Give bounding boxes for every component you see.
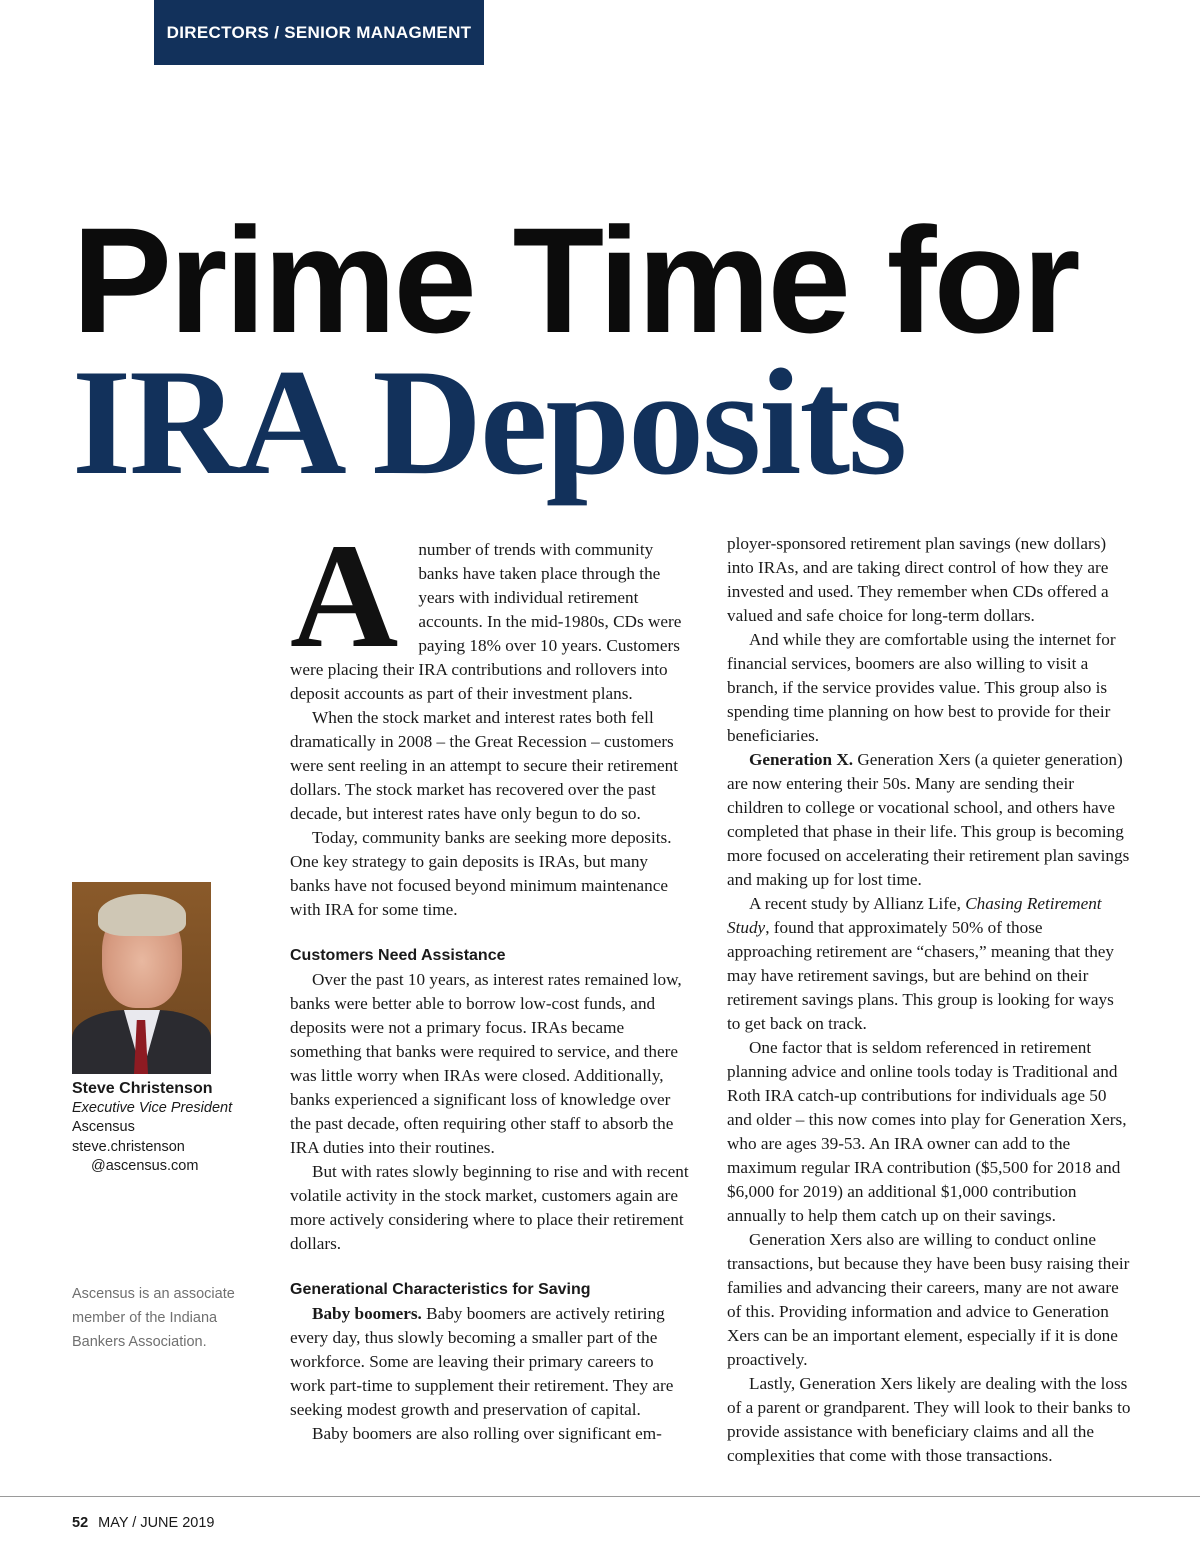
paragraph-text: number of trends with community banks have taken place through the years with individual retirement accounts. In the mid-1980s, CDs were paying 18% over 10 years. Customers were placing their IRA contributions and rollovers into deposit accounts as part of their investment plans. <box>290 540 682 703</box>
article-paragraph: ployer-sponsored retirement plan savings (new dollars) into IRAs, and are taking direct control of how they are invested and used. They remember when CDs offered a valued and safe choice for long-term dollars. <box>727 534 1109 625</box>
paragraph-text: Generation Xers (a quieter generation) are now entering their 50s. Many are sending their children to college or vocational school, and others have completed that phase in their life. This group is becoming more focused on accelerating their retirement plan savings and making up for lost time. <box>727 750 1130 889</box>
author-bio <box>72 1079 262 1177</box>
association-note: Ascensus is an associate member of the Indiana Bankers Association. <box>72 1286 235 1350</box>
article-paragraph: Over the past 10 years, as interest rates remained low, banks were better able to borrow low-cost funds, and deposits were not a primary focus. IRAs became something that banks were required to service, and there was little worry when IRAs were closed. Additionally, banks experienced a significant loss of knowledge over the past decade, often requiring other staff to absorb the IRA duties into their routines. <box>290 970 682 1157</box>
study-title: Chasing Retirement Study <box>727 894 1102 937</box>
article-paragraph <box>290 1302 692 1422</box>
footer-divider <box>0 1496 1200 1497</box>
article-paragraph: Baby boomers are also rolling over significant em- <box>312 1424 662 1443</box>
paragraph-text: A recent study by Allianz Life, <box>749 894 966 913</box>
section-heading: Generational Characteristics for Saving <box>290 1281 591 1298</box>
paragraph-text: Baby boomers are actively retiring every day, thus slowly becoming a smaller part of the workforce. Some are leaving their primary careers to work part-time to supplement their retirement. They are seeking modest growth and preservation of capital. <box>290 1304 674 1419</box>
paragraph-text: , found that approximately 50% of those approaching retirement are “chasers,” meaning that they may have retirement savings, but are behind on their retirement savings plans. This group is looking for ways to get back on track. <box>727 918 1115 1033</box>
author-company: Ascensus <box>72 1119 135 1135</box>
author-email-line-1: steve.christenson <box>72 1138 185 1155</box>
photo-hair <box>98 894 186 936</box>
headline-line-2: IRA Deposits <box>72 338 906 506</box>
author-role: Executive Vice President <box>72 1099 233 1116</box>
article-paragraph: And while they are comfortable using the internet for financial services, boomers are also willing to visit a branch, if the service provides value. This group also is spending time planning on how best to provide for their beneficiaries. <box>727 630 1116 745</box>
article-paragraph: Generation Xers also are willing to conduct online transactions, but because they have been busy raising their families and advancing their careers, many are not aware of this. Providing information and advice to Generation Xers can be an important element, especially if it is done proactively. <box>727 1230 1130 1369</box>
article-paragraph: Lastly, Generation Xers likely are dealing with the loss of a parent or grandparent. They will look to their banks to provide assistance with beneficiary claims and all the complexities that come with those transactions. <box>727 1374 1131 1465</box>
article-paragraph: Today, community banks are seeking more deposits. One key strategy to gain deposits is IRAs, but many banks have not focused beyond minimum maintenance with IRA for some time. <box>290 828 672 919</box>
article-column-1 <box>290 513 692 1446</box>
page-footer <box>72 1515 215 1531</box>
article-paragraph: But with rates slowly beginning to rise and with recent volatile activity in the stock market, customers again are more actively considering where to place their retirement dollars. <box>290 1162 689 1253</box>
article-paragraph <box>727 748 1131 892</box>
author-email-line-2: @ascensus.com <box>91 1158 199 1174</box>
article-paragraph: When the stock market and interest rates both fell dramatically in 2008 – the Great Recession – customers were sent reeling in an attempt to secure their retirement dollars. The stock market has recovered over the past decade, but interest rates have only begun to do so. <box>290 708 678 823</box>
run-in-heading: Baby boomers. <box>312 1304 422 1323</box>
section-heading: Customers Need Assistance <box>290 947 506 964</box>
section-label: DIRECTORS / SENIOR MANAGMENT <box>166 22 472 42</box>
article-paragraph <box>727 892 1131 1036</box>
author-photo <box>72 882 211 1074</box>
issue-date: MAY / JUNE 2019 <box>98 1515 215 1531</box>
article-paragraph: One factor that is seldom referenced in retirement planning advice and online tools today is Traditional and Roth IRA catch-up contributions for individuals age 50 and older – this now comes into play for Generation Xers, who are ages 39-53. An IRA owner can add to the maximum regular IRA contribution ($5,500 for 2018 and $6,000 for 2019) an additional $1,000 contribution annually to help them catch up on their savings. <box>727 1038 1127 1225</box>
drop-cap: A <box>290 513 399 679</box>
headline-line-1: Prime Time for <box>72 196 1078 364</box>
author-name: Steve Christenson <box>72 1080 213 1097</box>
page-number: 52 <box>72 1515 89 1531</box>
article-paragraph <box>290 513 692 706</box>
article-column-2 <box>727 532 1131 1468</box>
run-in-heading: Generation X. <box>749 750 854 769</box>
section-tab <box>154 0 484 65</box>
